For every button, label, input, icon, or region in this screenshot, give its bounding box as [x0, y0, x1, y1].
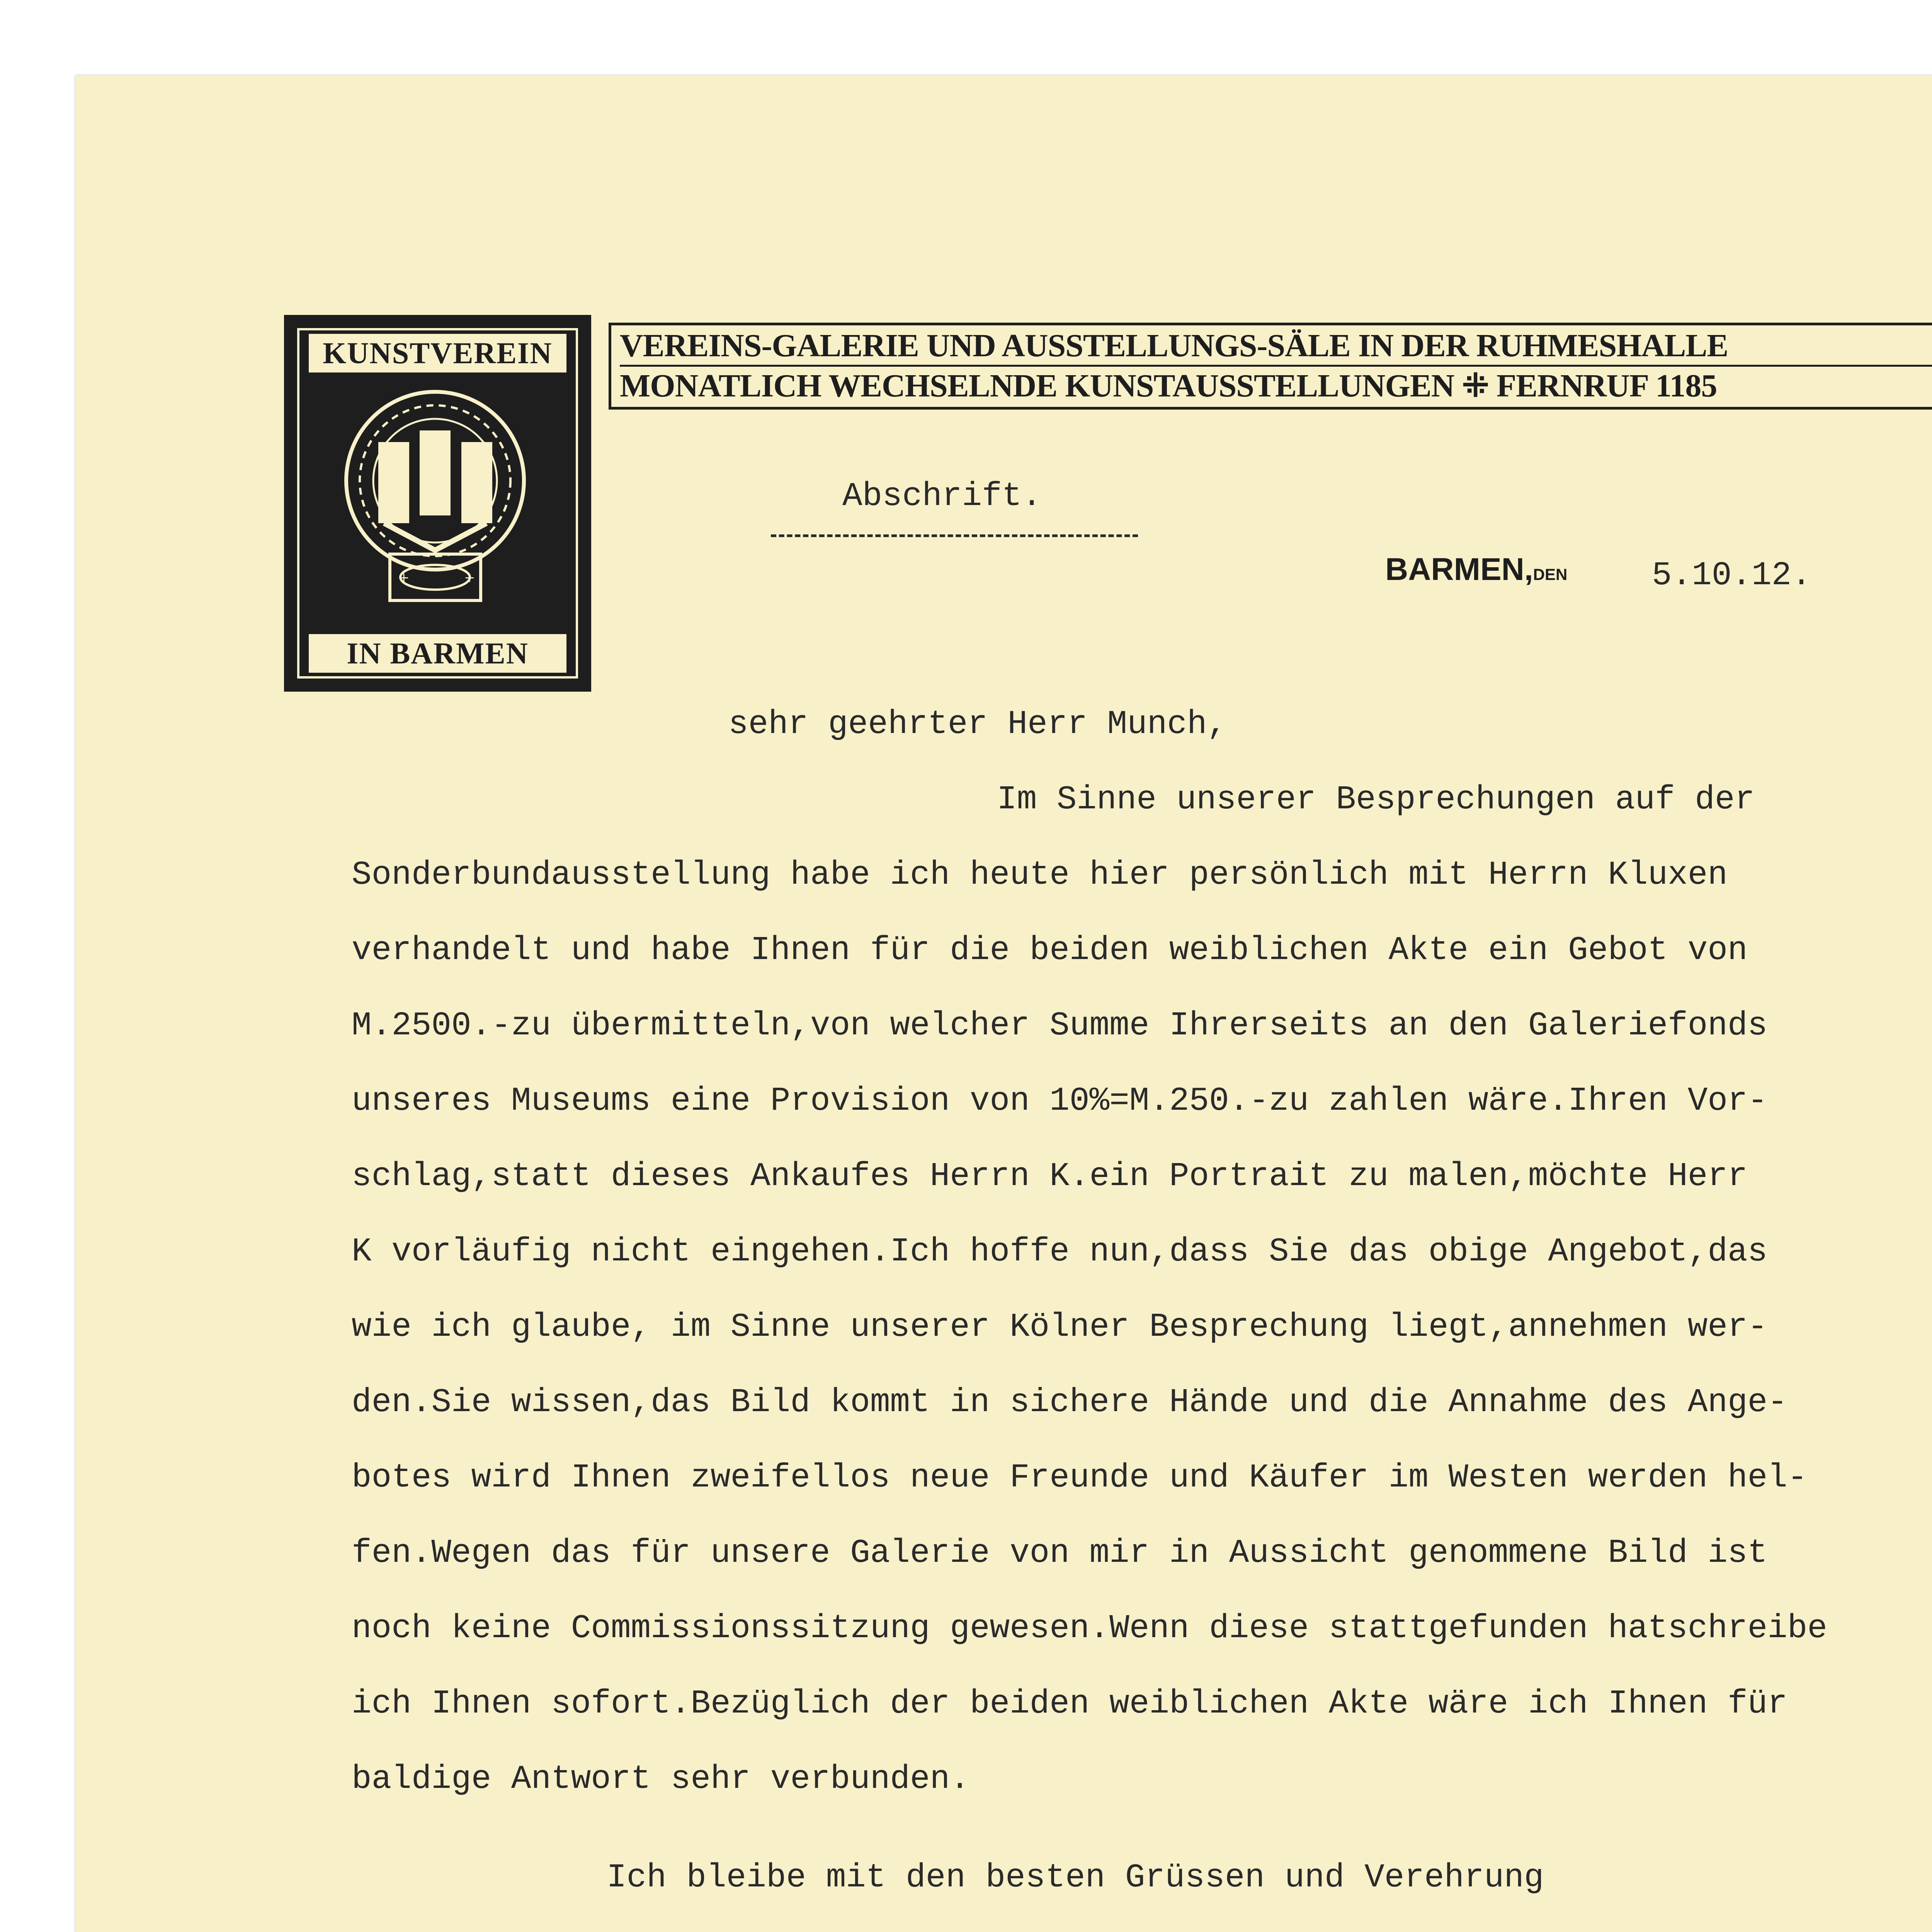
- body-line: schlag,statt dieses Ankaufes Herrn K.ein Portrait zu malen,möchte Herr: [352, 1157, 1748, 1195]
- svg-text:+: +: [464, 570, 475, 585]
- body-line: M.2500.-zu übermitteln,von welcher Summe Ihrerseits an den Galeriefonds: [352, 1007, 1768, 1044]
- letterhead-line-2: MONATLICH WECHSELNDE KUNSTAUSSTELLUNGEN ⁜ FERNRUF 1185: [620, 368, 1717, 404]
- copy-heading: Abschrift.: [842, 477, 1042, 515]
- logo-top-label: KUNSTVEREIN: [309, 334, 566, 372]
- body-line: K vorläufig nicht eingehen.Ich hoffe nun,dass Sie das obige Angebot,das: [352, 1233, 1768, 1270]
- salutation: sehr geehrter Herr Munch,: [728, 705, 1227, 743]
- body-line: fen.Wegen das für unsere Galerie von mir in Aussicht genommene Bild ist: [352, 1534, 1768, 1572]
- body-line: verhandelt und habe Ihnen für die beiden weiblichen Akte ein Gebot von: [352, 931, 1748, 969]
- body-line: botes wird Ihnen zweifellos neue Freunde und Käufer im Westen werden hel-: [352, 1459, 1808, 1497]
- body-line: Sonderbundausstellung habe ich heute hier persönlich mit Herrn Kluxen: [352, 856, 1728, 894]
- letter-paper: [75, 75, 1932, 1932]
- place-name: BARMEN,: [1385, 552, 1533, 587]
- body-line: ich Ihnen sofort.Bezüglich der beiden weiblichen Akte wäre ich Ihnen für: [352, 1685, 1787, 1723]
- logo-bottom-label: IN BARMEN: [309, 634, 566, 673]
- body-line: unseres Museums eine Provision von 10%=M.250.-zu zahlen wäre.Ihren Vor-: [352, 1082, 1768, 1120]
- place-label: [1385, 551, 1567, 588]
- body-line: noch keine Commissionssitzung gewesen.Wenn diese stattgefunden hatschreibe: [352, 1609, 1828, 1647]
- letterhead-line-1: VEREINS-GALERIE UND AUSSTELLUNGS-SÄLE IN DER RUHMESHALLE: [620, 327, 1932, 367]
- body-line: wie ich glaube, im Sinne unserer Kölner Besprechung liegt,annehmen wer-: [352, 1308, 1768, 1346]
- body-line: Im Sinne unserer Besprechungen auf der: [997, 781, 1755, 818]
- body-line: baldige Antwort sehr verbunden.: [352, 1760, 970, 1798]
- letter-date: 5.10.12.: [1652, 556, 1811, 594]
- letterhead-box: [609, 323, 1932, 410]
- logo-ornament-icon: [313, 384, 558, 608]
- kunstverein-logo: [284, 315, 591, 692]
- svg-text:+: +: [398, 570, 410, 585]
- closing-line: Ich bleibe mit den besten Grüssen und Verehrung: [607, 1859, 1544, 1896]
- heading-underline: [771, 534, 1138, 537]
- body-line: den.Sie wissen,das Bild kommt in sichere Hände und die Annahme des Ange-: [352, 1383, 1787, 1421]
- den-label: DEN: [1533, 565, 1568, 583]
